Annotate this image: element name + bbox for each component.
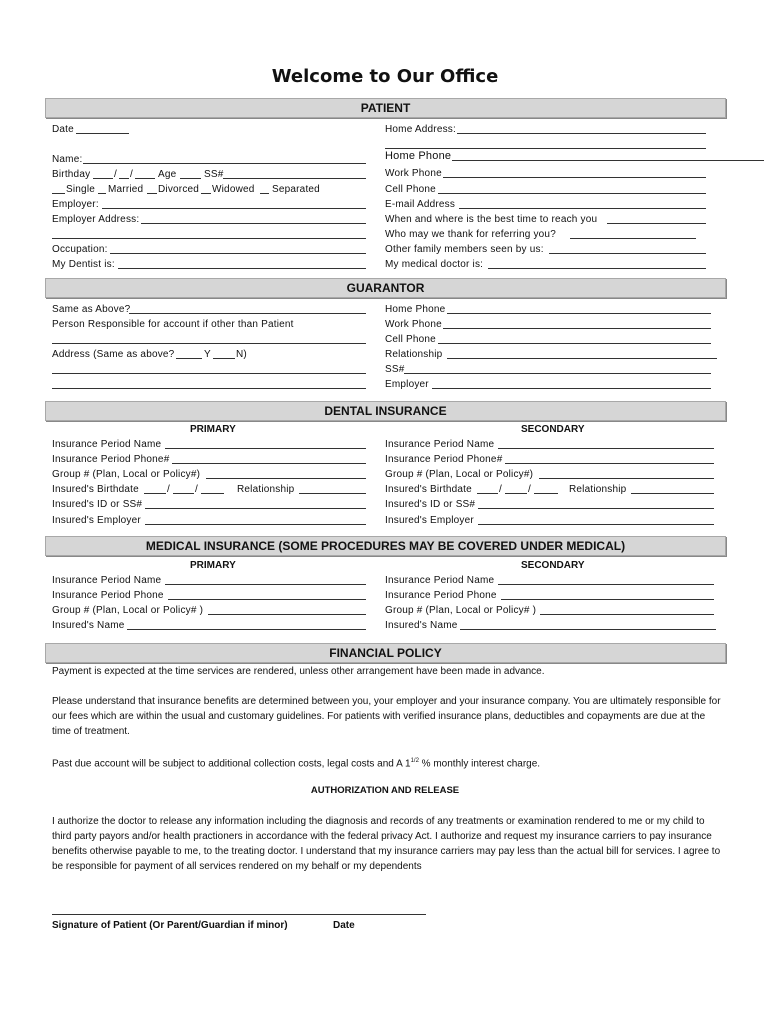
separated-label: Separated [272,184,320,195]
medical-primary-group-field[interactable] [208,614,366,615]
dental-primary-relationship-label: Relationship [237,484,295,495]
employer-address-label: Employer Address: [52,214,140,225]
date-slash: / [167,484,170,495]
signature-date-label: Date [333,920,355,931]
family-label: Other family members seen by us: [385,244,544,255]
medical-primary-period-name-field[interactable] [165,584,366,585]
interest-text: Past due account will be subject to additional collection costs, legal costs and A 1 [52,758,411,770]
medical-primary-period-phone-label: Insurance Period Phone [52,590,164,601]
medical-secondary-group-field[interactable] [540,614,714,615]
medical-primary-group-label: Group # (Plan, Local or Policy# ) [52,605,204,616]
home-address-line2[interactable] [385,148,706,149]
guarantor-address-label: Address (Same as above? [52,349,175,360]
dentist-field[interactable] [118,268,366,269]
family-field[interactable] [549,253,706,254]
dental-secondary-id-field[interactable] [478,508,714,509]
medical-secondary-period-name-label: Insurance Period Name [385,575,495,586]
birthday-slash: / [114,169,117,180]
dental-secondary-birthdate-label: Insured's Birthdate [385,484,472,495]
medical-secondary-period-name-field[interactable] [498,584,714,585]
medical-secondary-period-phone-label: Insurance Period Phone [385,590,497,601]
married-checkbox[interactable] [98,193,106,194]
signature-line[interactable] [52,914,426,915]
date-label: Date [52,124,74,135]
dental-primary-period-name-field[interactable] [165,448,366,449]
dental-primary-heading: PRIMARY [190,424,236,435]
dental-primary-birthdate-month[interactable] [144,493,166,494]
married-label: Married [108,184,144,195]
dental-secondary-birthdate-year[interactable] [534,493,558,494]
age-label: Age [158,169,177,180]
birthday-label: Birthday [52,169,91,180]
dentist-label: My Dentist is: [52,259,115,270]
birthday-slash: / [130,169,133,180]
employer-field[interactable] [102,208,366,209]
employer-address-line2[interactable] [52,238,366,239]
dental-primary-relationship-field[interactable] [299,493,366,494]
ss-field[interactable] [223,178,366,179]
medical-primary-insured-name-label: Insured's Name [52,620,125,631]
responsible-field[interactable] [52,343,366,344]
name-field[interactable] [83,163,366,164]
dental-secondary-period-phone-field[interactable] [505,463,714,464]
date-slash: / [499,484,502,495]
medical-primary-insured-name-field[interactable] [127,629,366,630]
dental-primary-employer-label: Insured's Employer [52,515,141,526]
dental-secondary-id-label: Insured's ID or SS# [385,499,476,510]
guarantor-address-line2[interactable] [52,373,366,374]
email-label: E-mail Address [385,199,456,210]
single-checkbox[interactable] [52,193,65,194]
birthday-day-field[interactable] [119,178,129,179]
employer-label: Employer: [52,199,99,210]
address-no-field[interactable] [213,358,235,359]
dental-secondary-birthdate-month[interactable] [477,493,498,494]
medical-primary-period-phone-field[interactable] [168,599,366,600]
dental-secondary-relationship-field[interactable] [631,493,714,494]
guarantor-work-phone-label: Work Phone [385,319,442,330]
single-label: Single [66,184,95,195]
dental-secondary-employer-label: Insured's Employer [385,515,474,526]
yes-label: Y [204,349,211,360]
home-address-label: Home Address: [385,124,456,135]
section-header-guarantor: GUARANTOR [45,278,726,298]
dental-primary-birthdate-day[interactable] [173,493,194,494]
work-phone-field[interactable] [443,177,706,178]
dental-primary-period-phone-field[interactable] [172,463,366,464]
medical-secondary-heading: SECONDARY [521,560,585,571]
widowed-checkbox[interactable] [201,193,211,194]
guarantor-relationship-field[interactable] [447,358,717,359]
dental-primary-group-label: Group # (Plan, Local or Policy#) [52,469,201,480]
home-phone-field[interactable] [452,160,764,161]
dental-primary-group-field[interactable] [206,478,366,479]
guarantor-cell-phone-label: Cell Phone [385,334,436,345]
section-header-dental-insurance: DENTAL INSURANCE [45,401,726,421]
section-header-patient: PATIENT [45,98,726,118]
widowed-label: Widowed [212,184,255,195]
dental-secondary-period-name-field[interactable] [498,448,714,449]
occupation-label: Occupation: [52,244,108,255]
dental-primary-period-phone-label: Insurance Period Phone# [52,454,170,465]
work-phone-label: Work Phone [385,168,442,179]
guarantor-work-phone-field[interactable] [443,328,711,329]
guarantor-employer-label: Employer [385,379,429,390]
dental-primary-birthdate-year[interactable] [201,493,224,494]
address-yes-field[interactable] [176,358,202,359]
medical-primary-heading: PRIMARY [190,560,236,571]
guarantor-relationship-label: Relationship [385,349,443,360]
employer-address-field[interactable] [141,223,366,224]
responsible-label: Person Responsible for account if other than Patient [52,319,294,330]
signature-label: Signature of Patient (Or Parent/Guardian if minor) [52,920,288,931]
cell-phone-label: Cell Phone [385,184,436,195]
dental-primary-birthdate-label: Insured's Birthdate [52,484,139,495]
financial-policy-paragraph-2: Please understand that insurance benefits are determined between you, your employer and your insurance company. You are ultimately responsible for our fees which are within the usual and customary guidelines. For patients with verified insurance plans, deductibles and copayments are due at the time of treatment. [52,696,721,737]
name-label: Name: [52,154,83,165]
dental-secondary-employer-field[interactable] [478,524,714,525]
dental-primary-id-field[interactable] [145,508,366,509]
section-header-financial-policy: FINANCIAL POLICY [45,643,726,663]
medical-doctor-field[interactable] [488,268,706,269]
date-slash: / [195,484,198,495]
medical-secondary-insured-name-label: Insured's Name [385,620,458,631]
referral-field[interactable] [570,238,696,239]
financial-policy-paragraph-3 [52,754,724,771]
home-phone-label: Home Phone [385,150,452,162]
section-header-medical-insurance: MEDICAL INSURANCE (SOME PROCEDURES MAY BE COVERED UNDER MEDICAL) [45,536,726,556]
guarantor-ss-label: SS# [385,364,405,375]
guarantor-employer-field[interactable] [432,388,711,389]
divorced-label: Divorced [158,184,200,195]
interest-fraction: 1/2 [410,758,419,764]
date-slash: / [528,484,531,495]
dental-secondary-birthdate-day[interactable] [505,493,527,494]
same-as-above-field[interactable] [129,313,366,314]
email-field[interactable] [459,208,706,209]
authorization-paragraph: I authorize the doctor to release any information including the diagnosis and records of any treatments or examination rendered to me or my child to third party payors and/or health practioners in accordance with the federal privacy Act. I authorize and request my insurance carriers to pay insurance benefits otherwise payable to me, to the treating doctor. I understand that my insurance carriers may pay less than the actual bill for services. I agree to be responsible for payment of all services rendered on my behalf or my dependents [52,816,721,872]
separated-checkbox[interactable] [260,193,269,194]
dental-secondary-relationship-label: Relationship [569,484,627,495]
interest-text-end: % monthly interest charge. [418,758,541,770]
financial-policy-paragraph-1: Payment is expected at the time services are rendered, unless other arrangement have been made in advance. [52,666,545,677]
ss-label: SS# [204,169,224,180]
dental-secondary-group-label: Group # (Plan, Local or Policy#) [385,469,534,480]
referral-label: Who may we thank for referring you? [385,229,556,240]
divorced-checkbox[interactable] [147,193,157,194]
medical-doctor-label: My medical doctor is: [385,259,484,270]
authorization-heading: AUTHORIZATION AND RELEASE [310,785,460,796]
medical-secondary-period-phone-field[interactable] [501,599,714,600]
medical-secondary-insured-name-field[interactable] [460,629,716,630]
birthday-month-field[interactable] [93,178,113,179]
guarantor-cell-phone-field[interactable] [438,343,711,344]
guarantor-address-line3[interactable] [52,388,366,389]
dental-primary-employer-field[interactable] [145,524,366,525]
birthday-year-field[interactable] [135,178,155,179]
guarantor-ss-field[interactable] [404,373,711,374]
best-time-field[interactable] [607,223,706,224]
guarantor-home-phone-label: Home Phone [385,304,446,315]
cell-phone-field[interactable] [438,193,706,194]
dental-primary-id-label: Insured's ID or SS# [52,499,143,510]
dental-secondary-group-field[interactable] [539,478,714,479]
age-field[interactable] [180,178,201,179]
no-label: N) [236,349,247,360]
dental-secondary-period-name-label: Insurance Period Name [385,439,495,450]
same-as-above-label: Same as Above? [52,304,131,315]
best-time-label: When and where is the best time to reach you [385,214,598,225]
guarantor-home-phone-field[interactable] [447,313,711,314]
medical-secondary-group-label: Group # (Plan, Local or Policy# ) [385,605,537,616]
dental-secondary-heading: SECONDARY [521,424,585,435]
date-field[interactable] [76,133,129,134]
home-address-field[interactable] [457,133,706,134]
occupation-field[interactable] [110,253,366,254]
dental-primary-period-name-label: Insurance Period Name [52,439,162,450]
page-title: Welcome to Our Office [271,66,499,87]
dental-secondary-period-phone-label: Insurance Period Phone# [385,454,503,465]
medical-primary-period-name-label: Insurance Period Name [52,575,162,586]
